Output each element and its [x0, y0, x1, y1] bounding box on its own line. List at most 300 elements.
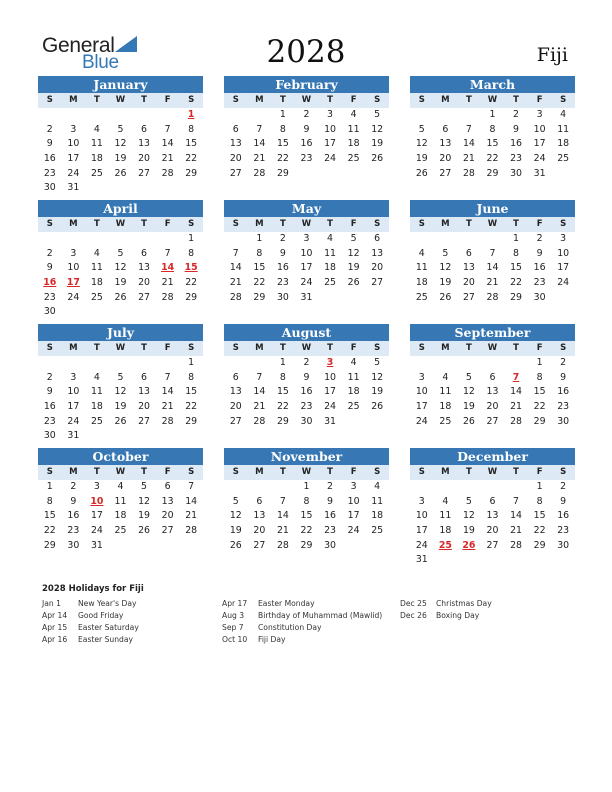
- weekday-label: M: [441, 219, 450, 229]
- day-cell: [62, 232, 86, 247]
- day-cell: 13: [138, 386, 150, 398]
- day-cell: 6: [489, 371, 496, 383]
- day-cell: [551, 291, 575, 306]
- day-cell: 26: [138, 525, 150, 537]
- day-cell: [156, 539, 180, 554]
- month-header: August: [224, 324, 389, 341]
- day-cell: 15: [276, 138, 289, 150]
- day-cell: 5: [374, 357, 381, 368]
- day-cell: 27: [371, 277, 384, 289]
- week-row: [224, 509, 389, 524]
- day-cell: 31: [300, 291, 313, 303]
- day-cell: 28: [161, 167, 174, 179]
- day-cell: [410, 232, 434, 247]
- day-cell: 22: [510, 277, 522, 289]
- day-cell: 28: [486, 291, 499, 303]
- day-cell: 16: [43, 153, 56, 165]
- day-cell: 27: [486, 415, 499, 427]
- day-cell: 26: [347, 277, 360, 289]
- holiday-date: Dec 26: [400, 611, 427, 620]
- week-row: [224, 385, 389, 400]
- week-row: [38, 123, 203, 138]
- day-cell: 5: [442, 247, 449, 259]
- day-cell: 5: [418, 123, 425, 135]
- holiday-name: Easter Monday: [258, 599, 315, 608]
- week-row: [410, 276, 575, 291]
- day-cell: 2: [560, 481, 567, 492]
- weekday-label: S: [418, 219, 425, 229]
- week-row: [38, 108, 203, 123]
- day-cell: 29: [185, 415, 198, 427]
- day-cell: 20: [161, 510, 174, 522]
- day-cell: 23: [300, 153, 313, 165]
- day-cell: 28: [229, 291, 242, 303]
- day-cell: 1: [188, 233, 195, 244]
- weekday-label: T: [466, 219, 472, 229]
- weekday-label: F: [536, 219, 543, 229]
- day-cell: [457, 480, 481, 495]
- month-february: [224, 76, 389, 181]
- day-cell: [109, 305, 133, 320]
- day-cell: [38, 108, 62, 123]
- week-row: [224, 276, 389, 291]
- day-cell: 25: [114, 525, 127, 537]
- week-row: [38, 232, 203, 247]
- weekday-label: M: [69, 343, 78, 353]
- day-cell: 13: [486, 510, 499, 522]
- day-cell: 31: [324, 415, 336, 427]
- day-cell: 11: [90, 262, 103, 274]
- day-cell: 5: [465, 371, 472, 383]
- weekday-label: M: [255, 467, 264, 477]
- day-cell: 18: [439, 401, 452, 413]
- day-cell: 4: [560, 109, 567, 120]
- week-row: [224, 495, 389, 510]
- holiday-date: Aug 3: [222, 611, 245, 620]
- weekday-label: S: [374, 219, 381, 229]
- month-header: July: [38, 324, 203, 341]
- day-cell: 11: [324, 247, 336, 259]
- week-row: [410, 415, 575, 430]
- day-cell: 3: [418, 371, 425, 383]
- day-cell: 1: [303, 481, 310, 492]
- day-cell: 12: [462, 386, 475, 398]
- holiday-column: [42, 598, 139, 646]
- day-cell: 6: [164, 481, 171, 492]
- weekday-label: W: [301, 95, 312, 105]
- day-cell: 3: [70, 123, 77, 135]
- day-cell: [156, 356, 180, 371]
- day-cell: [109, 181, 133, 196]
- day-cell: 19: [415, 153, 428, 165]
- day-cell: [156, 181, 180, 196]
- day-cell: [481, 553, 505, 568]
- day-cell: 29: [510, 291, 522, 303]
- day-cell: [85, 232, 109, 247]
- day-cell: 19: [114, 277, 127, 289]
- day-cell: 2: [46, 247, 53, 259]
- day-cell: 11: [90, 386, 103, 398]
- day-cell: 12: [462, 510, 475, 522]
- weekday-label: T: [94, 95, 100, 105]
- holiday-date: Apr 16: [42, 635, 68, 644]
- day-cell: 23: [510, 153, 522, 165]
- day-cell: [248, 356, 272, 371]
- day-cell: 9: [560, 495, 567, 507]
- day-cell: 22: [43, 525, 56, 537]
- day-cell: 25: [371, 525, 384, 537]
- day-cell: 11: [439, 510, 452, 522]
- holiday-date: Oct 10: [222, 635, 248, 644]
- weekday-label: T: [280, 343, 286, 353]
- day-cell: [248, 480, 272, 495]
- day-cell: 14: [229, 262, 242, 274]
- holiday-item: [222, 634, 382, 646]
- day-cell: [179, 429, 203, 444]
- day-cell: 23: [324, 525, 336, 537]
- weekday-header-row: [38, 217, 203, 232]
- day-cell: 2: [327, 481, 334, 492]
- day-cell: [457, 232, 481, 247]
- holiday-item: [222, 610, 382, 622]
- day-cell: 29: [43, 539, 56, 551]
- week-row: [410, 356, 575, 371]
- holiday-item: [400, 610, 492, 622]
- day-cell: 29: [276, 415, 289, 427]
- holiday-item: [42, 598, 139, 610]
- day-cell: 6: [374, 233, 381, 244]
- weekday-label: S: [232, 343, 239, 353]
- day-cell: 5: [374, 109, 381, 120]
- week-row: [38, 385, 203, 400]
- week-row: [224, 261, 389, 276]
- day-cell: 17: [557, 262, 570, 274]
- day-cell: 5: [232, 495, 239, 507]
- day-cell: 9: [279, 247, 286, 259]
- day-cell: [62, 108, 86, 123]
- holiday-name: New Year's Day: [78, 599, 137, 608]
- week-row: [410, 539, 575, 554]
- weekday-label: S: [46, 467, 53, 477]
- day-cell: 19: [462, 401, 475, 413]
- weekday-label: T: [94, 467, 100, 477]
- day-cell: 3: [560, 233, 567, 244]
- day-cell: 2: [279, 233, 286, 244]
- weekday-label: M: [441, 343, 450, 353]
- day-cell: 11: [347, 123, 360, 135]
- weekday-label: T: [141, 343, 147, 353]
- day-cell: [504, 356, 528, 371]
- month-header: April: [38, 200, 203, 217]
- day-cell: [132, 539, 156, 554]
- week-row: [410, 261, 575, 276]
- month-header: March: [410, 76, 575, 93]
- day-cell: 16: [510, 138, 522, 150]
- day-cell: 19: [462, 525, 475, 537]
- weekday-label: W: [487, 467, 498, 477]
- day-cell: 27: [161, 525, 174, 537]
- day-cell: [295, 167, 319, 182]
- day-cell: 18: [347, 386, 360, 398]
- week-row: [224, 137, 389, 152]
- week-row: [38, 152, 203, 167]
- day-cell: 17: [415, 525, 428, 537]
- day-cell: 22: [253, 277, 266, 289]
- week-row: [410, 291, 575, 306]
- day-cell: 11: [90, 138, 103, 150]
- month-september: [410, 324, 575, 429]
- day-cell: [109, 429, 133, 444]
- day-cell: 29: [533, 539, 546, 551]
- weekday-header-row: [224, 217, 389, 232]
- day-cell: 12: [371, 371, 384, 383]
- holiday-date: Dec 25: [400, 599, 427, 608]
- week-row: [38, 400, 203, 415]
- week-row: [224, 524, 389, 539]
- day-cell: 10: [557, 247, 570, 259]
- weekday-label: W: [487, 95, 498, 105]
- day-cell: [342, 539, 366, 554]
- day-cell: 23: [43, 415, 56, 427]
- month-october: [38, 448, 203, 553]
- week-row: [410, 108, 575, 123]
- day-cell: 18: [371, 510, 384, 522]
- day-cell: 6: [256, 495, 263, 507]
- day-cell: 13: [486, 386, 499, 398]
- day-cell: [434, 232, 458, 247]
- day-cell: 12: [114, 386, 127, 398]
- weekday-label: S: [374, 467, 381, 477]
- weekday-label: S: [374, 343, 381, 353]
- day-cell: 17: [324, 386, 336, 398]
- day-cell: 14: [276, 510, 289, 522]
- month-july: [38, 324, 203, 444]
- day-cell: 12: [229, 510, 242, 522]
- day-cell: [365, 167, 389, 182]
- day-cell: 21: [253, 401, 266, 413]
- day-cell: [434, 480, 458, 495]
- holiday-name: Christmas Day: [436, 599, 492, 608]
- day-cell: 3: [70, 247, 77, 259]
- day-cell: 2: [46, 123, 53, 135]
- day-cell: 31: [90, 539, 103, 551]
- day-cell: 28: [161, 291, 174, 303]
- day-cell: [85, 181, 109, 196]
- day-cell: 1: [513, 233, 520, 244]
- day-cell: 6: [141, 247, 148, 259]
- day-cell: 24: [90, 525, 103, 537]
- weekday-label: M: [69, 467, 78, 477]
- weekday-label: M: [69, 219, 78, 229]
- month-january: [38, 76, 203, 196]
- day-cell: 10: [67, 138, 80, 150]
- day-cell: 17: [300, 262, 313, 274]
- weekday-label: S: [188, 467, 195, 477]
- day-cell: 10: [533, 123, 546, 135]
- week-row: [410, 480, 575, 495]
- day-cell: 24: [67, 415, 80, 427]
- holiday-name: Easter Saturday: [78, 623, 139, 632]
- day-cell: 21: [462, 153, 475, 165]
- day-cell: [109, 539, 133, 554]
- holiday-date: Apr 17: [222, 599, 248, 608]
- day-cell: 18: [439, 525, 452, 537]
- day-cell: [132, 181, 156, 196]
- weekday-label: M: [441, 467, 450, 477]
- holiday-date: Apr 14: [42, 611, 68, 620]
- day-cell: [132, 108, 156, 123]
- day-cell: 20: [229, 153, 242, 165]
- day-cell: [410, 108, 434, 123]
- day-cell: 8: [188, 371, 195, 383]
- weekday-label: W: [115, 219, 126, 229]
- weekday-label: F: [536, 95, 543, 105]
- week-row: [224, 291, 389, 306]
- day-cell: 6: [465, 247, 472, 259]
- day-cell: 25: [90, 415, 103, 427]
- weekday-label: F: [350, 343, 357, 353]
- day-cell: 22: [276, 401, 289, 413]
- day-cell: 22: [185, 153, 198, 165]
- day-cell: 24: [533, 153, 546, 165]
- week-row: [38, 276, 203, 291]
- week-row: [38, 371, 203, 386]
- weekday-label: M: [69, 95, 78, 105]
- day-cell: [109, 108, 133, 123]
- weekday-label: T: [94, 219, 100, 229]
- day-cell: 8: [46, 495, 53, 507]
- day-cell: 7: [279, 495, 286, 507]
- month-header: December: [410, 448, 575, 465]
- day-cell: 8: [188, 247, 195, 259]
- day-cell: 15: [185, 138, 198, 150]
- day-cell: [457, 553, 481, 568]
- holiday-name: Fiji Day: [258, 635, 286, 644]
- day-cell: 2: [70, 481, 77, 492]
- holiday-item: [42, 622, 139, 634]
- day-cell: 30: [533, 291, 546, 303]
- holiday-day: 7: [512, 371, 520, 383]
- weekday-header-row: [224, 465, 389, 480]
- day-cell: 4: [350, 109, 357, 120]
- day-cell: 23: [67, 525, 80, 537]
- holiday-day: 15: [184, 262, 198, 274]
- day-cell: 8: [188, 123, 195, 135]
- day-cell: 5: [350, 233, 357, 244]
- day-cell: 7: [256, 123, 263, 135]
- day-cell: 19: [439, 277, 452, 289]
- day-cell: 24: [300, 277, 313, 289]
- weekday-label: W: [115, 343, 126, 353]
- weekday-label: S: [232, 467, 239, 477]
- day-cell: 22: [300, 525, 313, 537]
- day-cell: 7: [513, 495, 520, 507]
- day-cell: 7: [256, 371, 263, 383]
- day-cell: 9: [303, 371, 310, 383]
- day-cell: 31: [533, 167, 546, 179]
- day-cell: 23: [43, 291, 56, 303]
- weekday-label: F: [350, 467, 357, 477]
- weekday-label: S: [188, 219, 195, 229]
- day-cell: 30: [43, 182, 56, 194]
- day-cell: 27: [138, 291, 150, 303]
- day-cell: 5: [117, 371, 124, 383]
- weekday-label: S: [418, 343, 425, 353]
- day-cell: 9: [46, 386, 53, 398]
- day-cell: 19: [229, 525, 242, 537]
- week-row: [38, 539, 203, 554]
- day-cell: 15: [533, 510, 546, 522]
- day-cell: 30: [43, 430, 56, 442]
- day-cell: 15: [43, 510, 56, 522]
- weekday-label: S: [374, 95, 381, 105]
- weekday-header-row: [410, 465, 575, 480]
- day-cell: 2: [513, 109, 520, 120]
- holiday-date: Apr 15: [42, 623, 68, 632]
- weekday-label: S: [232, 219, 239, 229]
- day-cell: 30: [67, 539, 80, 551]
- day-cell: [132, 429, 156, 444]
- day-cell: 24: [324, 153, 336, 165]
- day-cell: 25: [324, 277, 336, 289]
- day-cell: 26: [229, 539, 242, 551]
- day-cell: [224, 356, 248, 371]
- week-row: [38, 495, 203, 510]
- weekday-label: S: [46, 219, 53, 229]
- week-row: [38, 261, 203, 276]
- weekday-label: F: [164, 219, 171, 229]
- day-cell: 14: [510, 510, 522, 522]
- weekday-label: W: [487, 343, 498, 353]
- day-cell: 3: [536, 109, 543, 120]
- day-cell: [504, 553, 528, 568]
- day-cell: 28: [510, 415, 522, 427]
- weekday-label: T: [327, 467, 333, 477]
- day-cell: 17: [90, 510, 103, 522]
- day-cell: 15: [533, 386, 546, 398]
- weekday-label: T: [513, 219, 519, 229]
- day-cell: 14: [161, 386, 174, 398]
- day-cell: 29: [185, 291, 198, 303]
- day-cell: 4: [93, 123, 100, 135]
- day-cell: 20: [138, 277, 150, 289]
- day-cell: 2: [560, 357, 567, 368]
- day-cell: 6: [141, 371, 148, 383]
- holiday-day: 16: [43, 277, 57, 289]
- day-cell: 19: [114, 401, 127, 413]
- weekday-label: W: [115, 95, 126, 105]
- day-cell: 8: [303, 495, 310, 507]
- weekday-label: M: [255, 95, 264, 105]
- day-cell: 5: [117, 123, 124, 135]
- day-cell: 8: [279, 123, 286, 135]
- weekday-header-row: [224, 341, 389, 356]
- day-cell: 14: [510, 386, 522, 398]
- day-cell: 1: [256, 233, 263, 244]
- day-cell: 11: [114, 495, 127, 507]
- day-cell: 10: [415, 510, 428, 522]
- day-cell: 14: [253, 386, 266, 398]
- day-cell: 12: [371, 123, 384, 135]
- day-cell: [38, 356, 62, 371]
- day-cell: 14: [462, 138, 475, 150]
- day-cell: 6: [141, 123, 148, 135]
- day-cell: [365, 291, 389, 306]
- day-cell: [342, 167, 366, 182]
- week-row: [38, 247, 203, 262]
- day-cell: 6: [232, 123, 239, 135]
- day-cell: 15: [510, 262, 522, 274]
